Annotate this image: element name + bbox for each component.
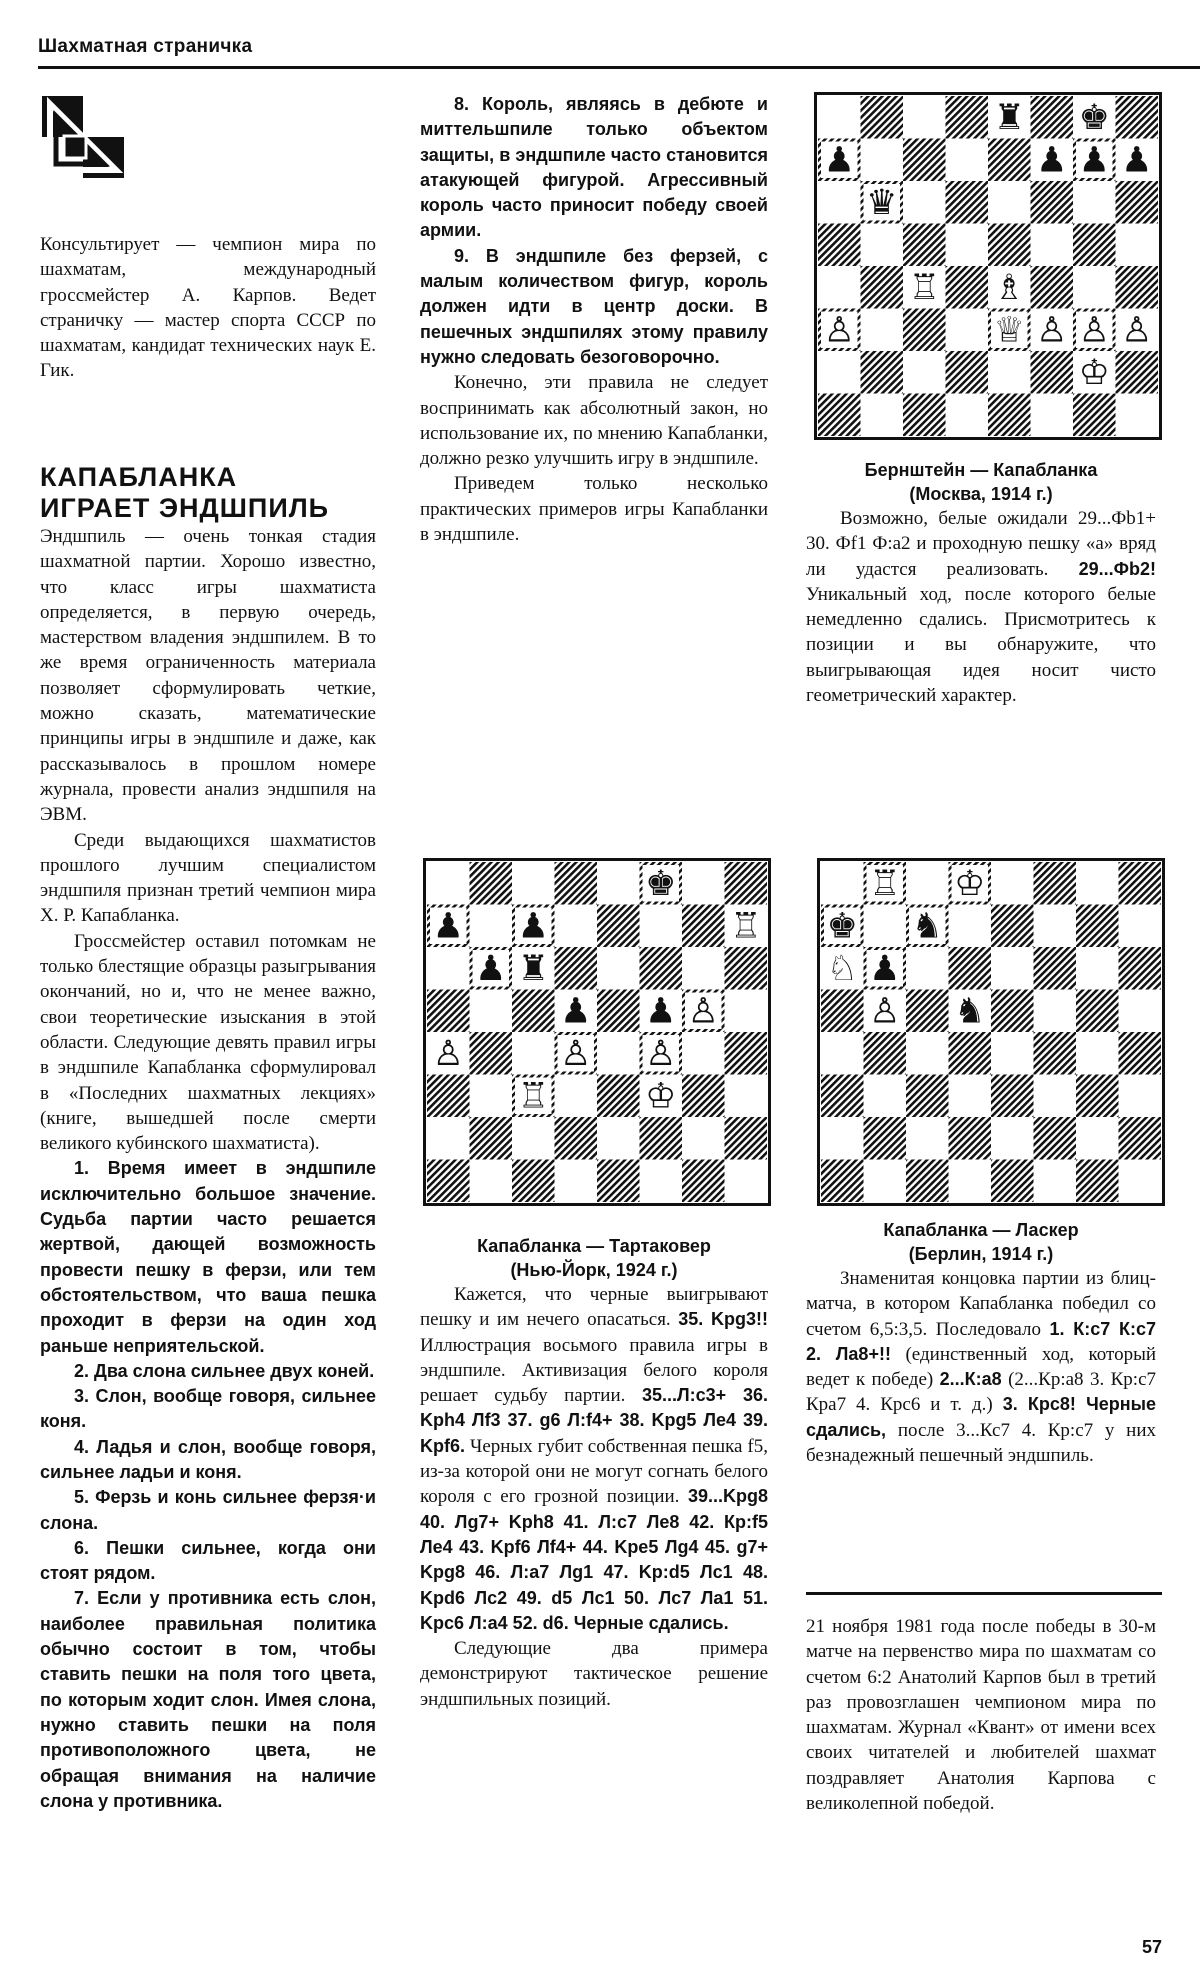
black-knight-icon: ♞	[911, 906, 943, 947]
game1-block	[806, 458, 1156, 708]
black-pawn-icon: ♟	[645, 991, 677, 1032]
white-pawn-icon: ♙	[1121, 310, 1153, 351]
white-queen-icon: ♕	[993, 310, 1025, 351]
game1-caption	[806, 458, 1156, 506]
dark-square	[1116, 96, 1159, 139]
intro-block	[40, 232, 376, 384]
dark-square	[903, 224, 946, 267]
game3-commentary	[806, 1266, 1156, 1468]
dark-square	[597, 990, 640, 1033]
rule-item: 7. Если у противника есть слон, наиболее правильная политика обычно состоит в том, чтобы ставить пешки на поля того цвета, по которым ходит слон. Имея слона, нужно ставить пешки на поля противоположного цвета, не обращая внимания на наличие слона у противника.	[40, 1588, 376, 1811]
dark-square	[597, 1075, 640, 1118]
white-pawn-icon: ♙	[645, 1034, 677, 1075]
article-title-line2: ИГРАЕТ ЭНДШПИЛЬ	[40, 493, 330, 523]
dark-square	[597, 1160, 640, 1203]
dark-square	[903, 139, 946, 182]
dark-square	[949, 1117, 992, 1160]
dark-square	[949, 947, 992, 990]
game2-commentary	[420, 1282, 768, 1636]
dark-square	[991, 1075, 1034, 1118]
page-header	[38, 36, 1200, 70]
dark-square	[1116, 351, 1159, 394]
dark-square	[512, 990, 555, 1033]
chess-board-capablanca-tartakower	[423, 858, 771, 1206]
move-sequence: 2...К:a8	[939, 1369, 1002, 1390]
commentary-text: Знаменитая концовка партии из блиц-матча, в котором Капабланка победил со счетом 6,5:3,5. Последовало	[806, 1268, 1156, 1340]
page-number: 57	[1141, 1937, 1162, 1957]
commentary-text: Возможно, белые ожидали 29...Фb1+ 30. Фf1 Ф:a2 и проходную пешку «а» вряд ли удастся реализовать.	[806, 508, 1156, 580]
game3-block	[806, 1218, 1156, 1468]
board-diagram	[814, 92, 1162, 440]
game1-players: Бернштейн — Капабланка	[864, 460, 1098, 480]
white-bishop-icon: ♗	[993, 268, 1025, 309]
dark-square	[1031, 181, 1074, 224]
game2-place: (Нью-Йорк, 1924 г.)	[510, 1260, 678, 1280]
rule-item: 5. Ферзь и конь сильнее ферзя·и слона.	[40, 1487, 376, 1533]
white-rook-icon: ♖	[908, 268, 940, 309]
chess-board-bernstein-capablanca	[814, 92, 1162, 440]
dark-square	[427, 1160, 470, 1203]
dark-square	[725, 1117, 768, 1160]
dark-square	[903, 309, 946, 352]
dark-square	[946, 96, 989, 139]
board-diagram	[423, 858, 771, 1206]
dark-square	[906, 1160, 949, 1203]
dark-square	[818, 224, 861, 267]
dark-square	[682, 1075, 725, 1118]
rule-item: 3. Слон, вообще говоря, сильнее коня.	[40, 1386, 376, 1432]
white-rook-icon: ♖	[517, 1076, 549, 1117]
logo-icon	[42, 96, 124, 178]
black-knight-icon: ♞	[954, 991, 986, 1032]
dark-square	[725, 947, 768, 990]
commentary-text: Кажется, что черные выигрывают пешку и им нечего опасаться.	[420, 1284, 768, 1331]
game3-players: Капабланка — Ласкер	[883, 1220, 1079, 1240]
dark-square	[1073, 394, 1116, 437]
article-title-line1: КАПАБЛАНКА	[40, 462, 238, 492]
dark-square	[470, 1117, 513, 1160]
white-pawn-icon: ♙	[823, 310, 855, 351]
white-pawn-icon: ♙	[432, 1034, 464, 1075]
black-queen-icon: ♛	[866, 183, 898, 224]
dark-square	[1031, 96, 1074, 139]
section-title: Шахматная страничка	[38, 36, 253, 57]
dark-square	[1034, 947, 1077, 990]
rule-item: 8. Король, являясь в дебюте и миттельшпиле только объектом защиты, в эндшпиле часто становится атакующей фигурой. Агрессивный король часто приносит победу своей армии.	[420, 94, 768, 241]
commentary-text: (2...Кр:a8 3. Кр:c7 Кра7 4. Крс6 и т. д.)	[806, 1369, 1157, 1416]
article-paragraph: Следующие два примера демонстрируют тактическое решение эндшпильных позиций.	[420, 1638, 768, 1710]
rule-item: 1. Время имеет в эндшпиле исключительно большое значение. Судьба партии часто решается жертвой, дающей возможность провести пешку в ферзи, или тем обстоятельством, что ваша пешка проходит в ферзи на один ход раньше неприятельской.	[40, 1158, 376, 1356]
dark-square	[470, 862, 513, 905]
black-pawn-icon: ♟	[517, 906, 549, 947]
board-diagram	[817, 858, 1165, 1206]
article-column-2	[420, 92, 768, 547]
game2-caption	[420, 1234, 768, 1282]
black-pawn-icon: ♟	[475, 949, 507, 990]
dark-square	[864, 1117, 907, 1160]
dark-square	[864, 1032, 907, 1075]
article-paragraph: Эндшпиль — очень тонкая стадия шахматной партии. Хорошо известно, что класс игры шахматиста определяется, в первую очередь, мастерством владения эндшпилем. В то же время ограниченность материала позволяет сформулировать четкие, можно сказать, математические принципы игры в эндшпиле и даже, как рассказывалось в прошлом номере журнала, провести анализ эндшпиля на ЭВМ.	[40, 526, 376, 826]
footer-note-block	[806, 1614, 1156, 1816]
black-king-icon: ♚	[826, 906, 858, 947]
dark-square	[821, 1075, 864, 1118]
article-paragraph: Гроссмейстер оставил потомкам не только блестящие образцы разыгрывания окончаний, но и, что не менее важно, свои теоретические изыскания в этой области. Следующие девять правил игры в эндшпиле Капабланка сформулировал в «Последних шахматных лекциях» (книге, вышедшей после смерти великого кубинского шахматиста).	[40, 930, 376, 1155]
dark-square	[1076, 1075, 1119, 1118]
commentary-text: Иллюстрация восьмого правила игры в эндшпиле. Активизация белого короля решает судьбу партии.	[420, 1334, 768, 1407]
game2-block	[420, 1234, 768, 1712]
white-knight-icon: ♘	[826, 949, 858, 990]
black-king-icon: ♚	[645, 864, 677, 905]
move-sequence: 39...Kpg8 40. Лg7+ Kph8 41. Л:c7 Лe8 42. Кр:f5 Лe4 43. Kpf6 Лf4+ 44. Kpe5 Лg4 45. g7+ Kpg8 46. Л:a7 Лg1 47. Kp:d5 Лc1 48. Kpd6 Лc2 49. d5 Лc1 50. Лc7 Лa1 51. Kpc6 Л:a4 52. d6. Черные сдались.	[420, 1486, 768, 1633]
dark-square	[861, 96, 904, 139]
dark-square	[903, 394, 946, 437]
dark-square	[555, 862, 598, 905]
white-pawn-icon: ♙	[560, 1034, 592, 1075]
key-move: 29...Фb2!	[1078, 558, 1157, 579]
dark-square	[1119, 1117, 1162, 1160]
dark-square	[555, 947, 598, 990]
black-pawn-icon: ♟	[1078, 140, 1110, 181]
dark-square	[1116, 181, 1159, 224]
rule-item: 2. Два слона сильнее двух коней.	[74, 1360, 375, 1381]
dark-square	[725, 862, 768, 905]
article-paragraph: Конечно, эти правила не следует воспринимать как абсолютный закон, но использование их, по мнению Капабланки, должно резко улучшить игру в эндшпиле.	[420, 372, 768, 470]
dark-square	[1076, 1160, 1119, 1203]
game2-players: Капабланка — Тартаковер	[477, 1236, 711, 1256]
dark-square	[906, 990, 949, 1033]
white-pawn-icon: ♙	[1078, 310, 1110, 351]
dark-square	[946, 351, 989, 394]
dark-square	[821, 1160, 864, 1203]
dark-square	[946, 266, 989, 309]
dark-square	[906, 1075, 949, 1118]
chess-board-capablanca-lasker	[817, 858, 1165, 1206]
dark-square	[725, 1032, 768, 1075]
dark-square	[1076, 905, 1119, 948]
header-rule	[38, 66, 1200, 69]
dark-square	[640, 947, 683, 990]
chess-page-logo	[42, 96, 124, 178]
dark-square	[1034, 1032, 1077, 1075]
white-king-icon: ♔	[1078, 353, 1110, 394]
white-rook-icon: ♖	[730, 906, 762, 947]
game3-place: (Берлин, 1914 г.)	[908, 1244, 1054, 1264]
separator-rule	[806, 1592, 1162, 1595]
game3-caption	[806, 1218, 1156, 1266]
article-title	[40, 462, 376, 524]
dark-square	[640, 1117, 683, 1160]
move-sequence: 3. Крс8! Черные сдались,	[806, 1394, 1157, 1440]
dark-square	[682, 1160, 725, 1203]
rule-item: 6. Пешки сильнее, когда они стоят рядом.	[40, 1537, 376, 1584]
dark-square	[1031, 266, 1074, 309]
white-rook-icon: ♖	[869, 864, 901, 905]
dark-square	[512, 1160, 555, 1203]
black-pawn-icon: ♟	[1036, 140, 1068, 181]
dark-square	[821, 990, 864, 1033]
black-rook-icon: ♜	[993, 98, 1025, 139]
move-sequence: 1. К:c7 К:c7 2. Лa8+!!	[806, 1318, 1156, 1364]
black-pawn-icon: ♟	[1121, 140, 1153, 181]
dark-square	[946, 181, 989, 224]
black-pawn-icon: ♟	[823, 140, 855, 181]
black-pawn-icon: ♟	[869, 949, 901, 990]
black-pawn-icon: ♟	[560, 991, 592, 1032]
white-pawn-icon: ♙	[687, 991, 719, 1032]
dark-square	[818, 394, 861, 437]
dark-square	[949, 1032, 992, 1075]
dark-square	[1031, 351, 1074, 394]
white-pawn-icon: ♙	[869, 991, 901, 1032]
dark-square	[991, 905, 1034, 948]
dark-square	[991, 990, 1034, 1033]
dark-square	[555, 1117, 598, 1160]
dark-square	[1076, 990, 1119, 1033]
dark-square	[1119, 1032, 1162, 1075]
key-move: 35. Kpg3!!	[678, 1309, 769, 1330]
rule-item: 9. В эндшпиле без ферзей, с малым количеством фигур, король должен идти в центр доски. В пешечных эндшпилях этому правилу нужно следовать безоговорочно.	[420, 245, 768, 367]
dark-square	[1034, 862, 1077, 905]
dark-square	[1119, 862, 1162, 905]
dark-square	[988, 139, 1031, 182]
dark-square	[861, 266, 904, 309]
commentary-text: Уникальный ход, после которого белые немедленно сдались. Присмотритесь к позиции и вы обнаружите, что выигрывающая идея носит чисто геометрический характер.	[806, 583, 1156, 707]
game1-place: (Москва, 1914 г.)	[909, 484, 1053, 504]
move-sequence: 35...Л:c3+ 36. Kph4 Лf3 37. g6 Л:f4+ 38. Kpg5 Лe4 39. Kpf6.	[420, 1385, 768, 1456]
dark-square	[1073, 224, 1116, 267]
black-king-icon: ♚	[1078, 98, 1110, 139]
white-king-icon: ♔	[954, 864, 986, 905]
commentary-text: Черных губит собственная пешка f5, из-за которой они не могут согнать белого короля с его грозной позиции.	[420, 1435, 769, 1508]
intro-text: Консультирует — чемпион мира по шахматам, международный гроссмейстер А. Карпов. Ведет страничку — мастер спорта СССР по шахматам, кандидат технических наук Е. Гик.	[40, 234, 376, 382]
dark-square	[991, 1160, 1034, 1203]
dark-square	[861, 351, 904, 394]
footer-note: 21 ноября 1981 года после победы в 30-м матче на первенство мира по шахматам со счетом 6:2 Анатолий Карпов был в третий раз провозглашен чемпионом мира по шахматам. Журнал «Квант» от имени всех своих читателей и любителей шахмат поздравляет Анатолия Карпова с великолепной победой.	[806, 1616, 1156, 1815]
dark-square	[682, 905, 725, 948]
dark-square	[470, 1032, 513, 1075]
article-paragraph: Приведем только несколько практических примеров игры Капабланки в эндшпиле.	[420, 473, 768, 546]
dark-square	[1119, 947, 1162, 990]
commentary-text: (единственный ход, который ведет к победе)	[806, 1343, 1156, 1391]
article-paragraph: Среди выдающихся шахматистов прошлого лучшим специалистом эндшпиля признан третий чемпион мира Х. Р. Капабланка.	[40, 829, 376, 927]
dark-square	[988, 394, 1031, 437]
white-king-icon: ♔	[645, 1076, 677, 1117]
dark-square	[597, 905, 640, 948]
dark-square	[1116, 266, 1159, 309]
commentary-text: после 3...Кс7 4. Кр:c7 у них безнадежный пешечный эндшпиль.	[806, 1419, 1157, 1467]
black-pawn-icon: ♟	[432, 906, 464, 947]
rule-item: 4. Ладья и слон, вообще говоря, сильнее ладьи и коня.	[40, 1436, 376, 1482]
black-rook-icon: ♜	[517, 949, 549, 990]
game1-commentary	[806, 506, 1156, 708]
white-pawn-icon: ♙	[1036, 310, 1068, 351]
dark-square	[427, 990, 470, 1033]
article-column-1	[40, 462, 376, 1814]
dark-square	[988, 224, 1031, 267]
dark-square	[1034, 1117, 1077, 1160]
dark-square	[427, 1075, 470, 1118]
